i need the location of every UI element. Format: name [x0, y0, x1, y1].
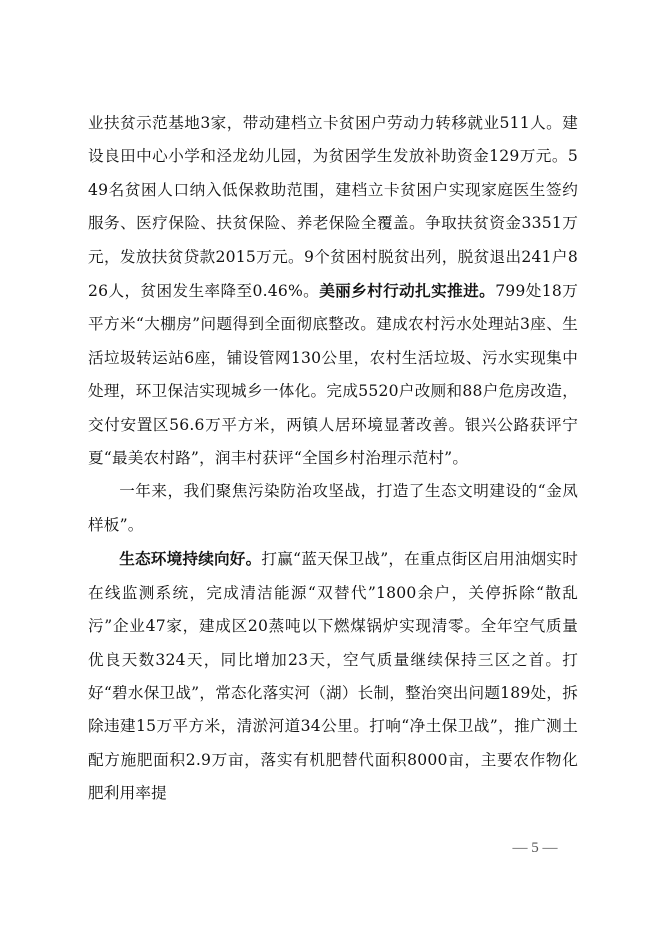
page-number: — 5 —	[512, 840, 558, 856]
document-body	[88, 107, 578, 811]
text-segment: 打赢“蓝天保卫战”，在重点街区启用油烟实时在线监测系统，完成清洁能源“双替代”1800余户，关停拆除“散乱污”企业47家，建成区20蒸吨以下燃煤锅炉实现清零。全年空气质量优良天数324天，同比增加23天，空气质量继续保持三区之首。打好“碧水保卫战”，常态化落实河（湖）长制，整治突出问题189处，拆除违建15万平方米，清淤河道34公里。打响“净土保卫战”，推广测土配方施肥面积2.9万亩，落实有机肥替代面积8000亩，主要农作物化肥利用率提	[88, 550, 578, 803]
heading-inline-rural-action: 美丽乡村行动扎实推进。	[319, 281, 496, 301]
text-segment: 业扶贫示范基地3家，带动建档立卡贫困户劳动力转移就业511人。建设良田中心小学和泾龙幼儿园，为贫困学生发放补助资金129万元。549名贫困人口纳入低保救助范围，建档立卡贫困户实现家庭医生签约服务、医疗保险、扶贫保险、养老保险全覆盖。争取扶贫资金3351万元，发放扶贫贷款2015万元。9个贫困村脱贫出列，脱贫退出241户826人，贫困发生率降至0.46%。	[88, 114, 578, 301]
text-segment: 799处18万平方米“大棚房”问题得到全面彻底整改。建成农村污水处理站3座、生活垃圾转运站6座，铺设管网130公里，农村生活垃圾、污水实现集中处理，环卫保洁实现城乡一体化。完成5520户改厕和88户危房改造，交付安置区56.6万平方米，两镇人居环境显著改善。银兴公路获评宁夏“最美农村路”，润丰村获评“全国乡村治理示范村”。	[88, 282, 578, 468]
heading-inline-ecology: 生态环境持续向好。	[119, 549, 262, 569]
paragraph-ecology	[88, 542, 578, 810]
paragraph-poverty-rural	[88, 107, 578, 475]
paragraph-pollution-summary	[88, 475, 578, 542]
text-segment: 一年来，我们聚焦污染防治攻坚战，打造了生态文明建设的“金凤样板”。	[88, 482, 578, 534]
